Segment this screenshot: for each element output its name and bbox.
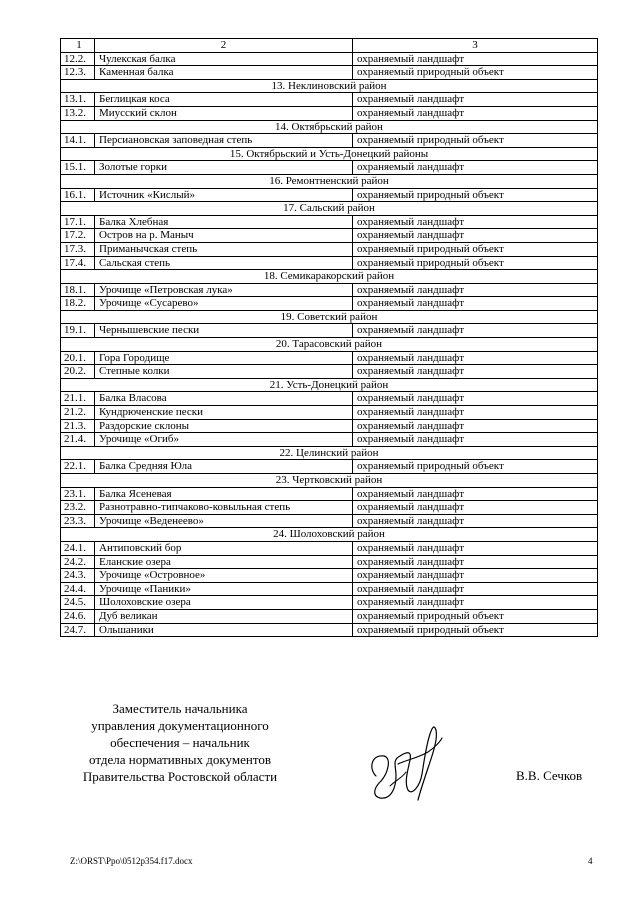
protection-status: охраняемый ландшафт: [353, 392, 598, 406]
district-section-row: [61, 120, 598, 134]
row-number: 19.1.: [61, 324, 95, 338]
table-row: [61, 487, 598, 501]
signature-title-block: [60, 700, 300, 785]
district-section-row: [61, 147, 598, 161]
object-name: Урочище «Петровская лука»: [95, 283, 353, 297]
object-name: Источник «Кислый»: [95, 188, 353, 202]
protection-status: охраняемый природный объект: [353, 188, 598, 202]
object-name: Еланские озера: [95, 555, 353, 569]
table-row: [61, 351, 598, 365]
row-number: 17.2.: [61, 229, 95, 243]
object-name: Степные колки: [95, 365, 353, 379]
header-col-status: 3: [353, 39, 598, 53]
object-name: Раздорские склоны: [95, 419, 353, 433]
table-row: [61, 623, 598, 637]
row-number: 20.2.: [61, 365, 95, 379]
district-title: 15. Октябрьский и Усть-Донецкий районы: [61, 147, 598, 161]
table-row: [61, 324, 598, 338]
protection-status: охраняемый ландшафт: [353, 283, 598, 297]
protection-status: охраняемый природный объект: [353, 460, 598, 474]
row-number: 22.1.: [61, 460, 95, 474]
district-section-row: [61, 174, 598, 188]
row-number: 24.2.: [61, 555, 95, 569]
table-row: [61, 514, 598, 528]
protection-status: охраняемый ландшафт: [353, 297, 598, 311]
district-title: 18. Семикаракорский район: [61, 270, 598, 284]
object-name: Балка Власова: [95, 392, 353, 406]
object-name: Золотые горки: [95, 161, 353, 175]
protection-status: охраняемый ландшафт: [353, 215, 598, 229]
row-number: 24.6.: [61, 609, 95, 623]
district-title: 17. Сальский район: [61, 202, 598, 216]
object-name: Урочище «Паники»: [95, 582, 353, 596]
table-row: [61, 365, 598, 379]
table-row: [61, 569, 598, 583]
district-section-row: [61, 270, 598, 284]
table-row: [61, 433, 598, 447]
protection-status: охраняемый ландшафт: [353, 419, 598, 433]
protection-status: охраняемый ландшафт: [353, 93, 598, 107]
object-name: Дуб великан: [95, 609, 353, 623]
district-section-row: [61, 446, 598, 460]
table-row: [61, 52, 598, 66]
protection-status: охраняемый природный объект: [353, 623, 598, 637]
table-row: [61, 161, 598, 175]
signature-title-line: отдела нормативных документов: [89, 752, 271, 767]
protection-status: охраняемый ландшафт: [353, 365, 598, 379]
table-row: [61, 596, 598, 610]
object-name: Балка Средняя Юла: [95, 460, 353, 474]
table-row: [61, 392, 598, 406]
row-number: 23.1.: [61, 487, 95, 501]
table-row: [61, 134, 598, 148]
district-title: 20. Тарасовский район: [61, 338, 598, 352]
table-row: [61, 501, 598, 515]
table-row: [61, 188, 598, 202]
object-name: Чернышевские пески: [95, 324, 353, 338]
district-title: 22. Целинский район: [61, 446, 598, 460]
object-name: Каменная балка: [95, 66, 353, 80]
object-name: Балка Ясеневая: [95, 487, 353, 501]
header-col-number: 1: [61, 39, 95, 53]
row-number: 13.2.: [61, 106, 95, 120]
protection-status: охраняемый ландшафт: [353, 487, 598, 501]
table-row: [61, 297, 598, 311]
row-number: 23.2.: [61, 501, 95, 515]
handwritten-signature: [362, 716, 450, 802]
footer-file-path: Z:\ORST\Ppo\0512p354.f17.docx: [70, 856, 193, 866]
table-row: [61, 406, 598, 420]
row-number: 24.1.: [61, 541, 95, 555]
table-row: [61, 66, 598, 80]
protection-status: охраняемый ландшафт: [353, 229, 598, 243]
row-number: 21.2.: [61, 406, 95, 420]
object-name: Урочище «Веденеево»: [95, 514, 353, 528]
table-row: [61, 229, 598, 243]
signature-title-line: Заместитель начальника: [112, 701, 248, 716]
table-row: [61, 215, 598, 229]
table-row: [61, 419, 598, 433]
row-number: 14.1.: [61, 134, 95, 148]
object-name: Миусский склон: [95, 106, 353, 120]
row-number: 21.4.: [61, 433, 95, 447]
object-name: Ольшаники: [95, 623, 353, 637]
protection-status: охраняемый природный объект: [353, 242, 598, 256]
table-row: [61, 460, 598, 474]
signature-title-line: управления документационного: [91, 718, 269, 733]
object-name: Урочище «Огиб»: [95, 433, 353, 447]
row-number: 21.1.: [61, 392, 95, 406]
row-number: 12.2.: [61, 52, 95, 66]
object-name: Гора Городище: [95, 351, 353, 365]
row-number: 24.4.: [61, 582, 95, 596]
table-row: [61, 283, 598, 297]
object-name: Антиповский бор: [95, 541, 353, 555]
row-number: 24.7.: [61, 623, 95, 637]
district-section-row: [61, 202, 598, 216]
protection-status: охраняемый ландшафт: [353, 406, 598, 420]
district-title: 16. Ремонтненский район: [61, 174, 598, 188]
protection-status: охраняемый ландшафт: [353, 351, 598, 365]
table-row: [61, 582, 598, 596]
row-number: 24.5.: [61, 596, 95, 610]
table-row: [61, 555, 598, 569]
protection-status: охраняемый ландшафт: [353, 52, 598, 66]
district-title: 13. Неклиновский район: [61, 79, 598, 93]
protection-status: охраняемый ландшафт: [353, 501, 598, 515]
signature-title-line: обеспечения – начальник: [110, 735, 250, 750]
district-section-row: [61, 338, 598, 352]
object-name: Сальская степь: [95, 256, 353, 270]
protection-status: охраняемый ландшафт: [353, 541, 598, 555]
row-number: 17.4.: [61, 256, 95, 270]
object-name: Беглицкая коса: [95, 93, 353, 107]
row-number: 17.3.: [61, 242, 95, 256]
row-number: 24.3.: [61, 569, 95, 583]
protection-status: охраняемый ландшафт: [353, 582, 598, 596]
district-section-row: [61, 310, 598, 324]
table-row: [61, 256, 598, 270]
district-title: 19. Советский район: [61, 310, 598, 324]
district-section-row: [61, 378, 598, 392]
object-name: Разнотравно-типчаково-ковыльная степь: [95, 501, 353, 515]
district-title: 14. Октябрьский район: [61, 120, 598, 134]
protection-status: охраняемый природный объект: [353, 256, 598, 270]
district-title: 23. Чертковский район: [61, 474, 598, 488]
row-number: 20.1.: [61, 351, 95, 365]
signature-title-line: Правительства Ростовской области: [82, 769, 278, 784]
object-name: Остров на р. Маныч: [95, 229, 353, 243]
object-name: Приманычская степь: [95, 242, 353, 256]
object-name: Балка Хлебная: [95, 215, 353, 229]
row-number: 12.3.: [61, 66, 95, 80]
row-number: 18.2.: [61, 297, 95, 311]
protection-status: охраняемый ландшафт: [353, 433, 598, 447]
row-number: 13.1.: [61, 93, 95, 107]
protection-status: охраняемый ландшафт: [353, 555, 598, 569]
protection-status: охраняемый ландшафт: [353, 106, 598, 120]
district-section-row: [61, 79, 598, 93]
page-number: 4: [588, 856, 593, 866]
object-name: Кундрюченские пески: [95, 406, 353, 420]
row-number: 15.1.: [61, 161, 95, 175]
protection-status: охраняемый природный объект: [353, 66, 598, 80]
row-number: 16.1.: [61, 188, 95, 202]
table-header-row: [61, 39, 598, 53]
district-title: 24. Шолоховский район: [61, 528, 598, 542]
protection-status: охраняемый ландшафт: [353, 161, 598, 175]
row-number: 23.3.: [61, 514, 95, 528]
table-row: [61, 242, 598, 256]
district-title: 21. Усть-Донецкий район: [61, 378, 598, 392]
table-row: [61, 609, 598, 623]
object-name: Урочище «Островное»: [95, 569, 353, 583]
table-row: [61, 106, 598, 120]
signer-name: В.В. Сечков: [516, 768, 583, 783]
district-section-row: [61, 528, 598, 542]
object-name: Шолоховские озера: [95, 596, 353, 610]
protection-status: охраняемый природный объект: [353, 609, 598, 623]
district-section-row: [61, 474, 598, 488]
protection-status: охраняемый ландшафт: [353, 596, 598, 610]
protection-status: охраняемый ландшафт: [353, 514, 598, 528]
protection-status: охраняемый ландшафт: [353, 324, 598, 338]
row-number: 18.1.: [61, 283, 95, 297]
protection-status: охраняемый природный объект: [353, 134, 598, 148]
table-row: [61, 541, 598, 555]
protection-status: охраняемый ландшафт: [353, 569, 598, 583]
row-number: 21.3.: [61, 419, 95, 433]
object-name: Чулекская балка: [95, 52, 353, 66]
object-name: Урочище «Сусарево»: [95, 297, 353, 311]
protected-objects-table: [60, 38, 598, 637]
object-name: Персиановская заповедная степь: [95, 134, 353, 148]
row-number: 17.1.: [61, 215, 95, 229]
table-row: [61, 93, 598, 107]
header-col-name: 2: [95, 39, 353, 53]
